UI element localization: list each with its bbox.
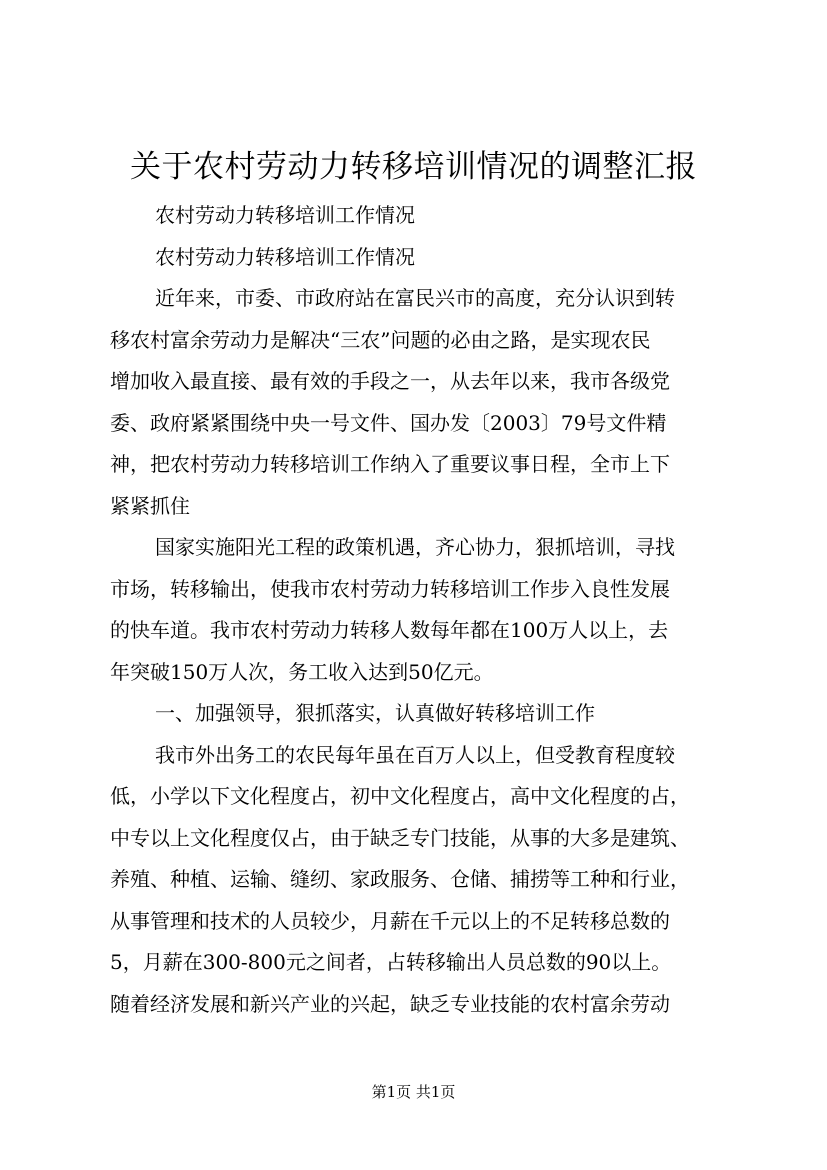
text-line: 紧紧抓住 <box>110 493 190 518</box>
text-line: 增加收入最直接、最有效的手段之一，从去年以来，我市各级党 <box>110 369 670 393</box>
document-title: 关于农村劳动力转移培训情况的调整汇报 <box>130 149 697 185</box>
text-line: 的快车道。我市农村劳动力转移人数每年都在100万人以上，去 <box>110 618 669 642</box>
text-line: 农村劳动力转移培训工作情况 <box>155 203 415 227</box>
text-line: 随着经济发展和新兴产业的兴起，缺乏专业技能的农村富余劳动 <box>110 991 670 1016</box>
text-line: 5，月薪在300-800元之间者，占转移输出人员总数的90以上。 <box>110 950 672 974</box>
text-line: 移农村富余劳动力是解决“三农”问题的必由之路，是实现农民 <box>110 327 651 352</box>
text-line: 一、加强领导，狠抓落实，认真做好转移培训工作 <box>155 701 595 725</box>
document-body <box>110 195 730 1025</box>
text-line: 年突破150万人次，务工收入达到50亿元。 <box>110 659 494 684</box>
text-line: 养殖、种植、运输、缝纫、家政服务、仓储、捕捞等工种和行业， <box>110 867 690 891</box>
text-line: 从事管理和技术的人员较少，月薪在千元以上的不足转移总数的 <box>110 908 670 933</box>
text-line: 中专以上文化程度仅占，由于缺乏专门技能，从事的大多是建筑、 <box>110 825 690 850</box>
page-footer: 第1页 共1页 <box>371 1083 456 1101</box>
text-line: 我市外出务工的农民每年虽在百万人以上，但受教育程度较 <box>155 742 675 767</box>
text-line: 低，小学以下文化程度占，初中文化程度占，高中文化程度的占， <box>110 784 690 808</box>
text-line: 委、政府紧紧围绕中央一号文件、国办发〔2003〕79号文件精 <box>110 410 667 435</box>
text-line: 神，把农村劳动力转移培训工作纳入了重要议事日程，全市上下 <box>110 452 670 476</box>
text-line: 国家实施阳光工程的政策机遇，齐心协力，狠抓培训，寻找 <box>155 535 675 559</box>
text-line: 农村劳动力转移培训工作情况 <box>155 244 415 269</box>
text-line: 市场，转移输出，使我市农村劳动力转移培训工作步入良性发展 <box>110 576 670 601</box>
text-line: 近年来，市委、市政府站在富民兴市的高度，充分认识到转 <box>155 286 675 310</box>
